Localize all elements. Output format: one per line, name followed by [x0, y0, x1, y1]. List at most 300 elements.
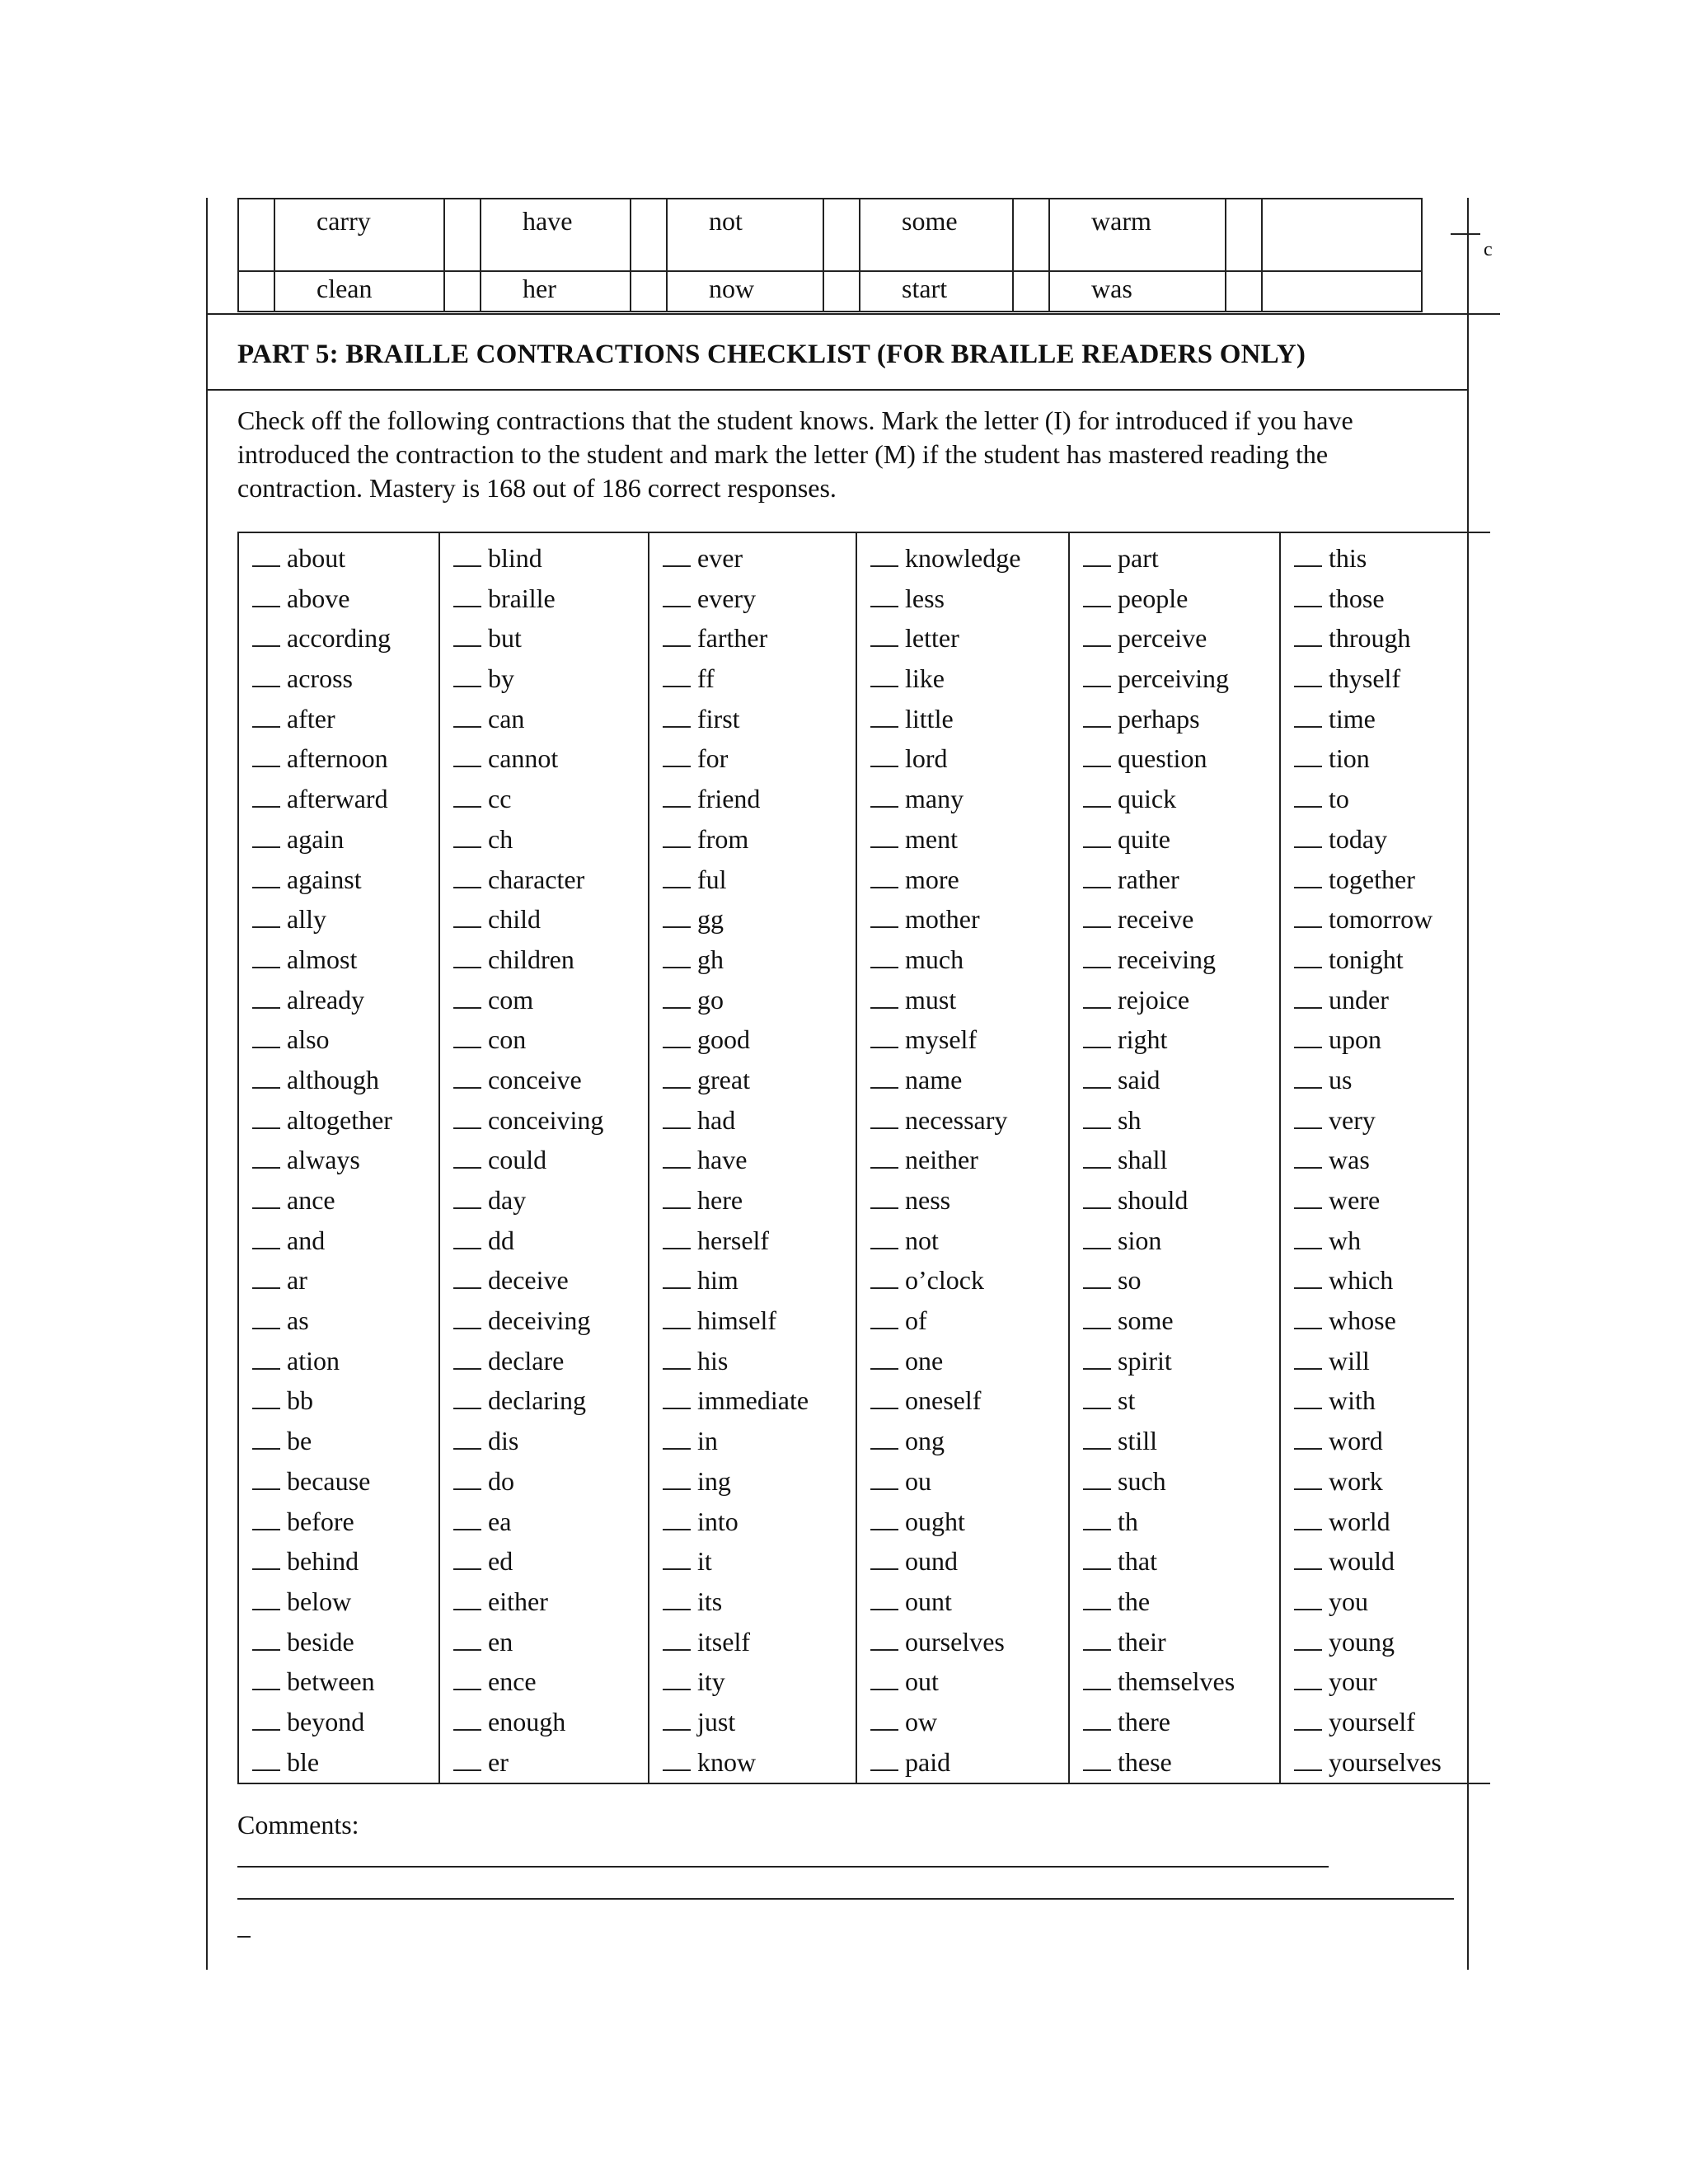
check-blank[interactable]: [252, 1549, 280, 1570]
check-blank[interactable]: [453, 1147, 481, 1169]
check-blank[interactable]: [663, 1348, 691, 1370]
check-blank[interactable]: [870, 1027, 898, 1048]
table-cell-blank: [1263, 272, 1421, 311]
check-blank[interactable]: [663, 867, 691, 888]
check-blank[interactable]: [1294, 1428, 1322, 1450]
check-blank[interactable]: [870, 987, 898, 1009]
check-blank[interactable]: [453, 987, 481, 1009]
check-blank[interactable]: [1294, 1669, 1322, 1690]
check-blank[interactable]: [453, 1268, 481, 1289]
check-blank[interactable]: [252, 1348, 280, 1370]
check-blank[interactable]: [1083, 1509, 1111, 1530]
contractions-column-6: [1281, 533, 1489, 1783]
check-blank[interactable]: [1083, 1750, 1111, 1771]
check-blank[interactable]: [252, 1589, 280, 1610]
check-blank[interactable]: [1294, 706, 1322, 728]
checklist-item: [1294, 1063, 1489, 1104]
contraction-label: ch: [488, 823, 513, 854]
check-blank[interactable]: [453, 1108, 481, 1129]
contraction-label: name: [905, 1064, 963, 1094]
check-blank[interactable]: [663, 786, 691, 808]
check-blank[interactable]: [663, 1228, 691, 1249]
check-blank[interactable]: [1083, 1428, 1111, 1450]
checklist-item: [663, 582, 856, 622]
check-blank[interactable]: [453, 1027, 481, 1048]
contraction-label: first: [697, 703, 740, 733]
checklist-item: [1294, 1384, 1489, 1424]
check-blank[interactable]: [453, 1348, 481, 1370]
check-blank[interactable]: [870, 1388, 898, 1409]
check-blank[interactable]: [1294, 1549, 1322, 1570]
check-blank[interactable]: [1294, 1067, 1322, 1089]
check-blank[interactable]: [252, 586, 280, 607]
table-cell-blank: [1014, 199, 1050, 272]
check-blank[interactable]: [1083, 1669, 1111, 1690]
check-blank[interactable]: [252, 1709, 280, 1731]
check-blank[interactable]: [663, 1268, 691, 1289]
check-blank[interactable]: [870, 1188, 898, 1209]
check-blank[interactable]: [1083, 706, 1111, 728]
check-blank[interactable]: [252, 1108, 280, 1129]
check-blank[interactable]: [870, 706, 898, 728]
check-blank[interactable]: [1294, 1750, 1322, 1771]
checklist-item: [1083, 662, 1279, 702]
check-blank[interactable]: [252, 1669, 280, 1690]
check-blank[interactable]: [1294, 626, 1322, 647]
contraction-label: together: [1329, 864, 1415, 894]
check-blank[interactable]: [663, 546, 691, 567]
contraction-label: like: [905, 663, 945, 694]
check-blank[interactable]: [252, 1469, 280, 1490]
check-blank[interactable]: [870, 1428, 898, 1450]
check-blank[interactable]: [1083, 1108, 1111, 1129]
check-blank[interactable]: [870, 867, 898, 888]
check-blank[interactable]: [663, 1108, 691, 1129]
table-cell-blank: [445, 272, 481, 311]
checklist-item: [663, 662, 856, 702]
checklist-item: [1294, 1023, 1489, 1063]
checklist-item: [1294, 1263, 1489, 1304]
check-blank[interactable]: [1294, 827, 1322, 848]
check-blank[interactable]: [453, 1709, 481, 1731]
check-blank[interactable]: [252, 1067, 280, 1089]
contraction-label: st: [1118, 1385, 1136, 1416]
check-blank[interactable]: [252, 1268, 280, 1289]
checklist-item: [453, 823, 648, 863]
contraction-label: was: [1329, 1145, 1370, 1175]
check-blank[interactable]: [663, 1308, 691, 1329]
check-blank[interactable]: [453, 1549, 481, 1570]
checklist-item: [252, 823, 438, 863]
check-blank[interactable]: [1294, 1589, 1322, 1610]
check-blank[interactable]: [663, 586, 691, 607]
check-blank[interactable]: [453, 1067, 481, 1089]
table-cell-word: clean: [275, 272, 445, 311]
check-blank[interactable]: [252, 1308, 280, 1329]
check-blank[interactable]: [252, 1629, 280, 1651]
check-blank[interactable]: [870, 1589, 898, 1610]
check-blank[interactable]: [663, 746, 691, 767]
check-blank[interactable]: [1083, 666, 1111, 687]
checklist-item: [252, 1424, 438, 1465]
check-blank[interactable]: [252, 786, 280, 808]
check-blank[interactable]: [252, 1147, 280, 1169]
check-blank[interactable]: [663, 1027, 691, 1048]
check-blank[interactable]: [870, 666, 898, 687]
check-blank[interactable]: [870, 1629, 898, 1651]
contraction-label: wh: [1329, 1225, 1362, 1255]
checklist-item: [870, 782, 1068, 823]
check-blank[interactable]: [663, 1549, 691, 1570]
check-blank[interactable]: [1083, 1709, 1111, 1731]
contraction-label: out: [905, 1666, 939, 1697]
check-blank[interactable]: [252, 907, 280, 928]
checklist-item: [1083, 1625, 1279, 1666]
check-blank[interactable]: [1294, 1308, 1322, 1329]
check-blank[interactable]: [1083, 786, 1111, 808]
check-blank[interactable]: [453, 546, 481, 567]
check-blank[interactable]: [1294, 867, 1322, 888]
contraction-label: much: [905, 944, 964, 974]
check-blank[interactable]: [453, 666, 481, 687]
check-blank[interactable]: [453, 1188, 481, 1209]
contractions-column-4: [857, 533, 1070, 1783]
contraction-label: in: [697, 1426, 718, 1456]
check-blank[interactable]: [453, 1750, 481, 1771]
section-divider: [206, 313, 1500, 315]
check-blank[interactable]: [252, 626, 280, 647]
contraction-label: because: [287, 1465, 371, 1496]
checklist-item: [453, 1544, 648, 1585]
check-blank[interactable]: [1294, 1228, 1322, 1249]
contraction-label: there: [1118, 1706, 1170, 1736]
check-blank[interactable]: [1294, 1188, 1322, 1209]
check-blank[interactable]: [453, 827, 481, 848]
check-blank[interactable]: [1294, 1027, 1322, 1048]
checklist-item: [1083, 1344, 1279, 1385]
check-blank[interactable]: [870, 1509, 898, 1530]
contraction-label: people: [1118, 583, 1189, 613]
word-table: [237, 198, 1423, 312]
checklist-item: [870, 943, 1068, 983]
check-blank[interactable]: [1083, 1147, 1111, 1169]
check-blank[interactable]: [453, 706, 481, 728]
check-blank[interactable]: [663, 1147, 691, 1169]
check-blank[interactable]: [252, 666, 280, 687]
checklist-item: [453, 1263, 648, 1304]
contraction-label: after: [287, 703, 335, 733]
checklist-item: [663, 702, 856, 743]
checklist-item: [663, 1104, 856, 1144]
table-cell-word: warm: [1050, 199, 1226, 272]
check-blank[interactable]: [870, 546, 898, 567]
check-blank[interactable]: [1083, 987, 1111, 1009]
contraction-label: it: [697, 1546, 712, 1577]
check-blank[interactable]: [252, 546, 280, 567]
check-blank[interactable]: [870, 1750, 898, 1771]
contraction-label: himself: [697, 1305, 776, 1336]
checklist-item: [252, 1023, 438, 1063]
checklist-item: [453, 582, 648, 622]
check-blank[interactable]: [453, 1428, 481, 1450]
check-blank[interactable]: [1083, 1388, 1111, 1409]
comment-line[interactable]: [237, 1866, 1329, 1868]
checklist-item: [252, 1263, 438, 1304]
check-blank[interactable]: [663, 1509, 691, 1530]
contraction-label: ness: [905, 1185, 951, 1215]
check-blank[interactable]: [1294, 746, 1322, 767]
check-blank[interactable]: [252, 746, 280, 767]
check-blank[interactable]: [1083, 626, 1111, 647]
checklist-item: [453, 1344, 648, 1385]
check-blank[interactable]: [663, 1469, 691, 1490]
checklist-item: [663, 1143, 856, 1183]
check-blank[interactable]: [870, 827, 898, 848]
checklist-item: [1294, 541, 1489, 582]
check-blank[interactable]: [663, 1388, 691, 1409]
checklist-item: [1083, 1384, 1279, 1424]
check-blank[interactable]: [1294, 586, 1322, 607]
comment-line[interactable]: [237, 1898, 1454, 1900]
checklist-item: [453, 621, 648, 662]
check-blank[interactable]: [870, 1268, 898, 1289]
check-blank[interactable]: [252, 1509, 280, 1530]
checklist-item: [870, 983, 1068, 1024]
check-blank[interactable]: [663, 987, 691, 1009]
contraction-label: oneself: [905, 1385, 982, 1416]
check-blank[interactable]: [453, 1669, 481, 1690]
check-blank[interactable]: [252, 827, 280, 848]
contraction-label: lord: [905, 743, 948, 774]
checklist-item: [252, 1505, 438, 1545]
checklist-item: [453, 1625, 648, 1666]
check-blank[interactable]: [453, 1228, 481, 1249]
checklist-item: [870, 1625, 1068, 1666]
check-blank[interactable]: [870, 1308, 898, 1329]
check-blank[interactable]: [252, 1428, 280, 1450]
checklist-item: [663, 782, 856, 823]
checklist-item: [1083, 1104, 1279, 1144]
check-blank[interactable]: [1083, 1308, 1111, 1329]
checklist-item: [252, 1585, 438, 1625]
check-blank[interactable]: [1083, 586, 1111, 607]
checklist-item: [1294, 1585, 1489, 1625]
check-blank[interactable]: [663, 1188, 691, 1209]
check-blank[interactable]: [252, 706, 280, 728]
check-blank[interactable]: [870, 1549, 898, 1570]
contraction-label: necessary: [905, 1104, 1008, 1135]
check-blank[interactable]: [453, 786, 481, 808]
check-blank[interactable]: [453, 1388, 481, 1409]
check-blank[interactable]: [453, 1509, 481, 1530]
check-blank[interactable]: [1294, 1709, 1322, 1731]
check-blank[interactable]: [1083, 546, 1111, 567]
check-blank[interactable]: [252, 947, 280, 968]
check-blank[interactable]: [453, 586, 481, 607]
check-blank[interactable]: [870, 746, 898, 767]
check-blank[interactable]: [870, 1067, 898, 1089]
check-blank[interactable]: [1294, 1629, 1322, 1651]
check-blank[interactable]: [252, 1027, 280, 1048]
check-blank[interactable]: [1294, 666, 1322, 687]
checklist-item: [870, 1304, 1068, 1344]
check-blank[interactable]: [1083, 1348, 1111, 1370]
check-blank[interactable]: [663, 1750, 691, 1771]
checklist-item: [663, 863, 856, 903]
check-blank[interactable]: [1294, 907, 1322, 928]
checklist-item: [1294, 621, 1489, 662]
check-blank[interactable]: [870, 1348, 898, 1370]
contraction-label: more: [905, 864, 959, 894]
check-blank[interactable]: [1294, 786, 1322, 808]
checklist-item: [1083, 621, 1279, 662]
checklist-item: [663, 1585, 856, 1625]
check-blank[interactable]: [663, 626, 691, 647]
check-blank[interactable]: [1083, 1268, 1111, 1289]
contraction-label: time: [1329, 703, 1376, 733]
check-blank[interactable]: [1294, 1108, 1322, 1129]
check-blank[interactable]: [1083, 1228, 1111, 1249]
check-blank[interactable]: [870, 1228, 898, 1249]
check-blank[interactable]: [870, 947, 898, 968]
check-blank[interactable]: [663, 947, 691, 968]
contraction-label: tonight: [1329, 944, 1404, 974]
check-blank[interactable]: [252, 1750, 280, 1771]
check-blank[interactable]: [453, 1308, 481, 1329]
check-blank[interactable]: [870, 786, 898, 808]
check-blank[interactable]: [870, 907, 898, 928]
checklist-item: [1294, 1183, 1489, 1224]
check-blank[interactable]: [870, 1108, 898, 1129]
table-cell-blank: [239, 272, 275, 311]
contraction-label: farther: [697, 623, 768, 654]
check-blank[interactable]: [453, 947, 481, 968]
checklist-item: [453, 943, 648, 983]
check-blank[interactable]: [252, 1228, 280, 1249]
check-blank[interactable]: [663, 1067, 691, 1089]
check-blank[interactable]: [453, 1589, 481, 1610]
check-blank[interactable]: [252, 1188, 280, 1209]
check-blank[interactable]: [870, 1709, 898, 1731]
check-blank[interactable]: [1083, 1549, 1111, 1570]
check-blank[interactable]: [663, 1669, 691, 1690]
contraction-label: themselves: [1118, 1666, 1236, 1697]
contraction-label: know: [697, 1746, 757, 1777]
checklist-item: [252, 582, 438, 622]
check-blank[interactable]: [1294, 1509, 1322, 1530]
check-blank[interactable]: [1294, 1268, 1322, 1289]
check-blank[interactable]: [663, 1428, 691, 1450]
table-cell-blank: [631, 272, 668, 311]
contraction-label: those: [1329, 583, 1385, 613]
check-blank[interactable]: [1294, 1348, 1322, 1370]
checklist-item: [252, 1705, 438, 1746]
check-blank[interactable]: [1294, 546, 1322, 567]
checklist-item: [453, 742, 648, 782]
check-blank[interactable]: [663, 907, 691, 928]
check-blank[interactable]: [1083, 1629, 1111, 1651]
check-blank[interactable]: [453, 626, 481, 647]
contraction-label: beside: [287, 1626, 354, 1657]
check-blank[interactable]: [870, 586, 898, 607]
check-blank[interactable]: [1083, 1067, 1111, 1089]
contraction-label: tion: [1329, 743, 1370, 774]
checklist-item: [1083, 943, 1279, 983]
check-blank[interactable]: [1083, 1589, 1111, 1610]
check-blank[interactable]: [663, 666, 691, 687]
check-blank[interactable]: [1083, 947, 1111, 968]
contraction-label: immediate: [697, 1385, 809, 1416]
contraction-label: deceive: [488, 1265, 569, 1296]
check-blank[interactable]: [1294, 947, 1322, 968]
checklist-item: [1083, 1063, 1279, 1104]
check-blank[interactable]: [453, 1629, 481, 1651]
contraction-label: ever: [697, 543, 743, 573]
contraction-label: from: [697, 823, 749, 854]
check-blank[interactable]: [252, 867, 280, 888]
contractions-column-2: [440, 533, 649, 1783]
checklist-item: [1294, 902, 1489, 943]
check-blank[interactable]: [663, 1709, 691, 1731]
checklist-item: [1294, 1705, 1489, 1746]
contraction-label: question: [1118, 743, 1207, 774]
check-blank[interactable]: [870, 1147, 898, 1169]
check-blank[interactable]: [870, 626, 898, 647]
check-blank[interactable]: [1083, 1188, 1111, 1209]
checklist-item: [1294, 782, 1489, 823]
checklist-item: [252, 1063, 438, 1104]
check-blank[interactable]: [252, 987, 280, 1009]
contraction-label: knowledge: [905, 543, 1021, 573]
contraction-label: below: [287, 1586, 352, 1616]
check-blank[interactable]: [663, 827, 691, 848]
check-blank[interactable]: [1294, 1147, 1322, 1169]
check-blank[interactable]: [1294, 987, 1322, 1009]
check-blank[interactable]: [1294, 1388, 1322, 1409]
check-blank[interactable]: [870, 1469, 898, 1490]
contraction-label: can: [488, 703, 525, 733]
contractions-column-5: [1070, 533, 1281, 1783]
contraction-label: always: [287, 1145, 360, 1175]
contraction-label: again: [287, 823, 345, 854]
check-blank[interactable]: [1083, 907, 1111, 928]
contraction-label: his: [697, 1345, 729, 1376]
check-blank[interactable]: [453, 746, 481, 767]
check-blank[interactable]: [663, 1629, 691, 1651]
check-blank[interactable]: [1083, 746, 1111, 767]
check-blank[interactable]: [1083, 867, 1111, 888]
check-blank[interactable]: [453, 907, 481, 928]
contraction-label: ourselves: [905, 1626, 1005, 1657]
check-blank[interactable]: [1083, 1027, 1111, 1048]
check-blank[interactable]: [1083, 827, 1111, 848]
checklist-item: [252, 621, 438, 662]
contraction-label: ought: [905, 1506, 965, 1536]
check-blank[interactable]: [453, 867, 481, 888]
contraction-label: rejoice: [1118, 984, 1190, 1015]
check-blank[interactable]: [663, 1589, 691, 1610]
check-blank[interactable]: [1083, 1469, 1111, 1490]
check-blank[interactable]: [252, 1388, 280, 1409]
contraction-label: many: [905, 784, 964, 814]
checklist-item: [663, 1384, 856, 1424]
check-blank[interactable]: [870, 1669, 898, 1690]
check-blank[interactable]: [1294, 1469, 1322, 1490]
check-blank[interactable]: [453, 1469, 481, 1490]
checklist-item: [870, 1183, 1068, 1224]
check-blank[interactable]: [663, 706, 691, 728]
instructions-text: Check off the following contractions that the student knows. Mark the letter (I) for introduced if you have introduced the contraction to the student and mark the letter (M) if the student has mastered reading the contraction. Mastery is 168 out of 186 correct responses.: [237, 405, 1353, 503]
